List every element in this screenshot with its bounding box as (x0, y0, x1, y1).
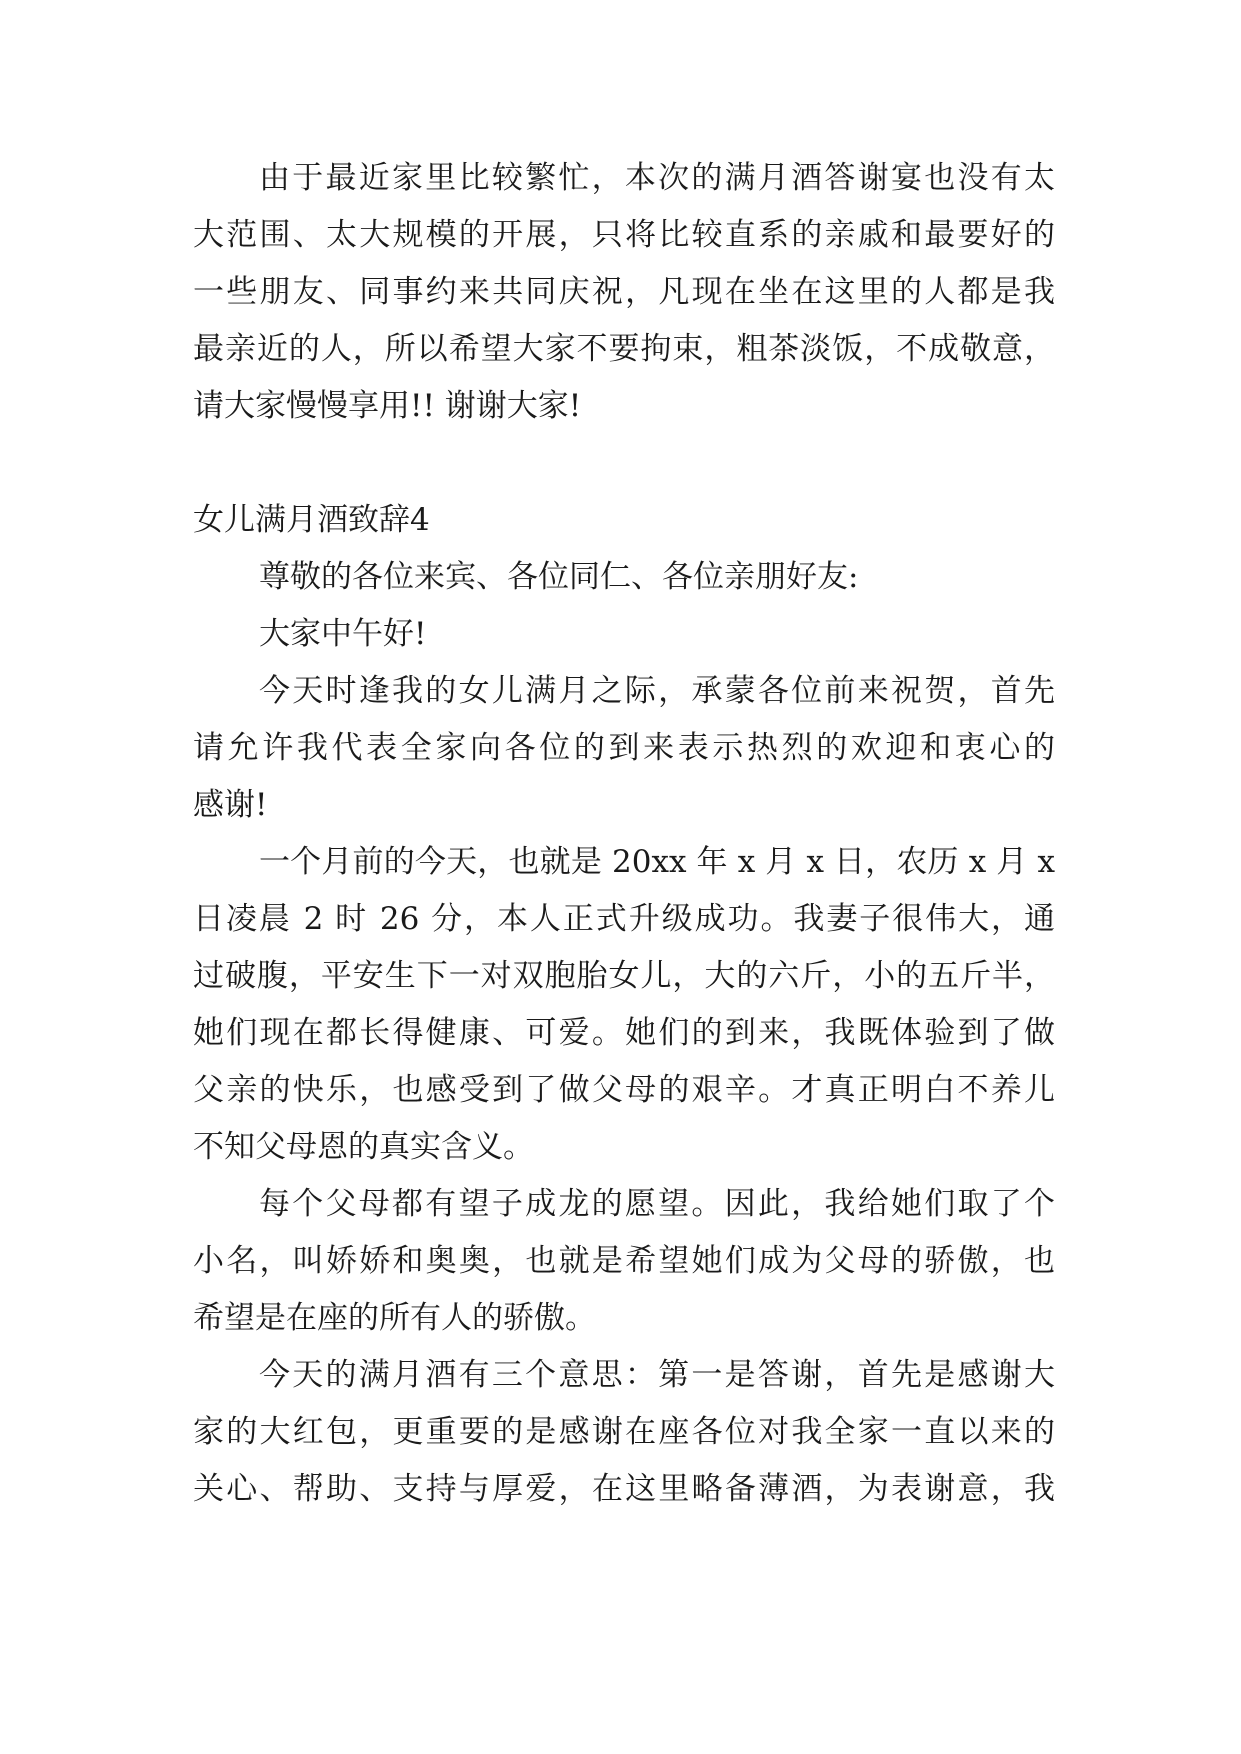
greeting: 大家中午好! (259, 616, 427, 652)
paragraph-line: 希望是在座的所有人的骄傲。 (193, 1300, 596, 1336)
paragraph-line: 日凌晨 2 时 26 分，本人正式升级成功。我妻子很伟大，通 (193, 901, 1055, 937)
paragraph-line: 小名，叫娇娇和奥奥，也就是希望她们成为父母的骄傲，也 (193, 1243, 1055, 1279)
paragraph-line: 她们现在都长得健康、可爱。她们的到来，我既体验到了做 (193, 1015, 1055, 1051)
paragraph-line: 关心、帮助、支持与厚爱，在这里略备薄酒，为表谢意，我 (193, 1471, 1055, 1507)
paragraph-line: 感谢! (193, 787, 268, 823)
paragraph-line: 请大家慢慢享用!! 谢谢大家! (193, 388, 582, 424)
paragraph-line: 一个月前的今天，也就是 20xx 年 x 月 x 日，农历 x 月 x (259, 844, 1055, 880)
paragraph-line: 过破腹，平安生下一对双胞胎女儿，大的六斤，小的五斤半， (193, 958, 1055, 994)
salutation: 尊敬的各位来宾、各位同仁、各位亲朋好友: (259, 559, 859, 595)
paragraph-line: 不知父母恩的真实含义。 (193, 1129, 534, 1165)
section-heading: 女儿满月酒致辞4 (193, 502, 430, 538)
paragraph-line: 家的大红包，更重要的是感谢在座各位对我全家一直以来的 (193, 1414, 1055, 1450)
paragraph-line: 由于最近家里比较繁忙，本次的满月酒答谢宴也没有太 (259, 160, 1055, 196)
paragraph-line: 最亲近的人，所以希望大家不要拘束，粗茶淡饭，不成敬意， (193, 331, 1055, 367)
paragraph-line: 父亲的快乐，也感受到了做父母的艰辛。才真正明白不养儿 (193, 1072, 1055, 1108)
paragraph-line: 请允许我代表全家向各位的到来表示热烈的欢迎和衷心的 (193, 730, 1055, 766)
paragraph-line: 大范围、太大规模的开展，只将比较直系的亲戚和最要好的 (193, 217, 1055, 253)
paragraph-line: 今天的满月酒有三个意思：第一是答谢，首先是感谢大 (259, 1357, 1055, 1393)
paragraph-line: 一些朋友、同事约来共同庆祝，凡现在坐在这里的人都是我 (193, 274, 1055, 310)
paragraph-line: 今天时逢我的女儿满月之际，承蒙各位前来祝贺，首先 (259, 673, 1055, 709)
paragraph-line: 每个父母都有望子成龙的愿望。因此，我给她们取了个 (259, 1186, 1055, 1222)
